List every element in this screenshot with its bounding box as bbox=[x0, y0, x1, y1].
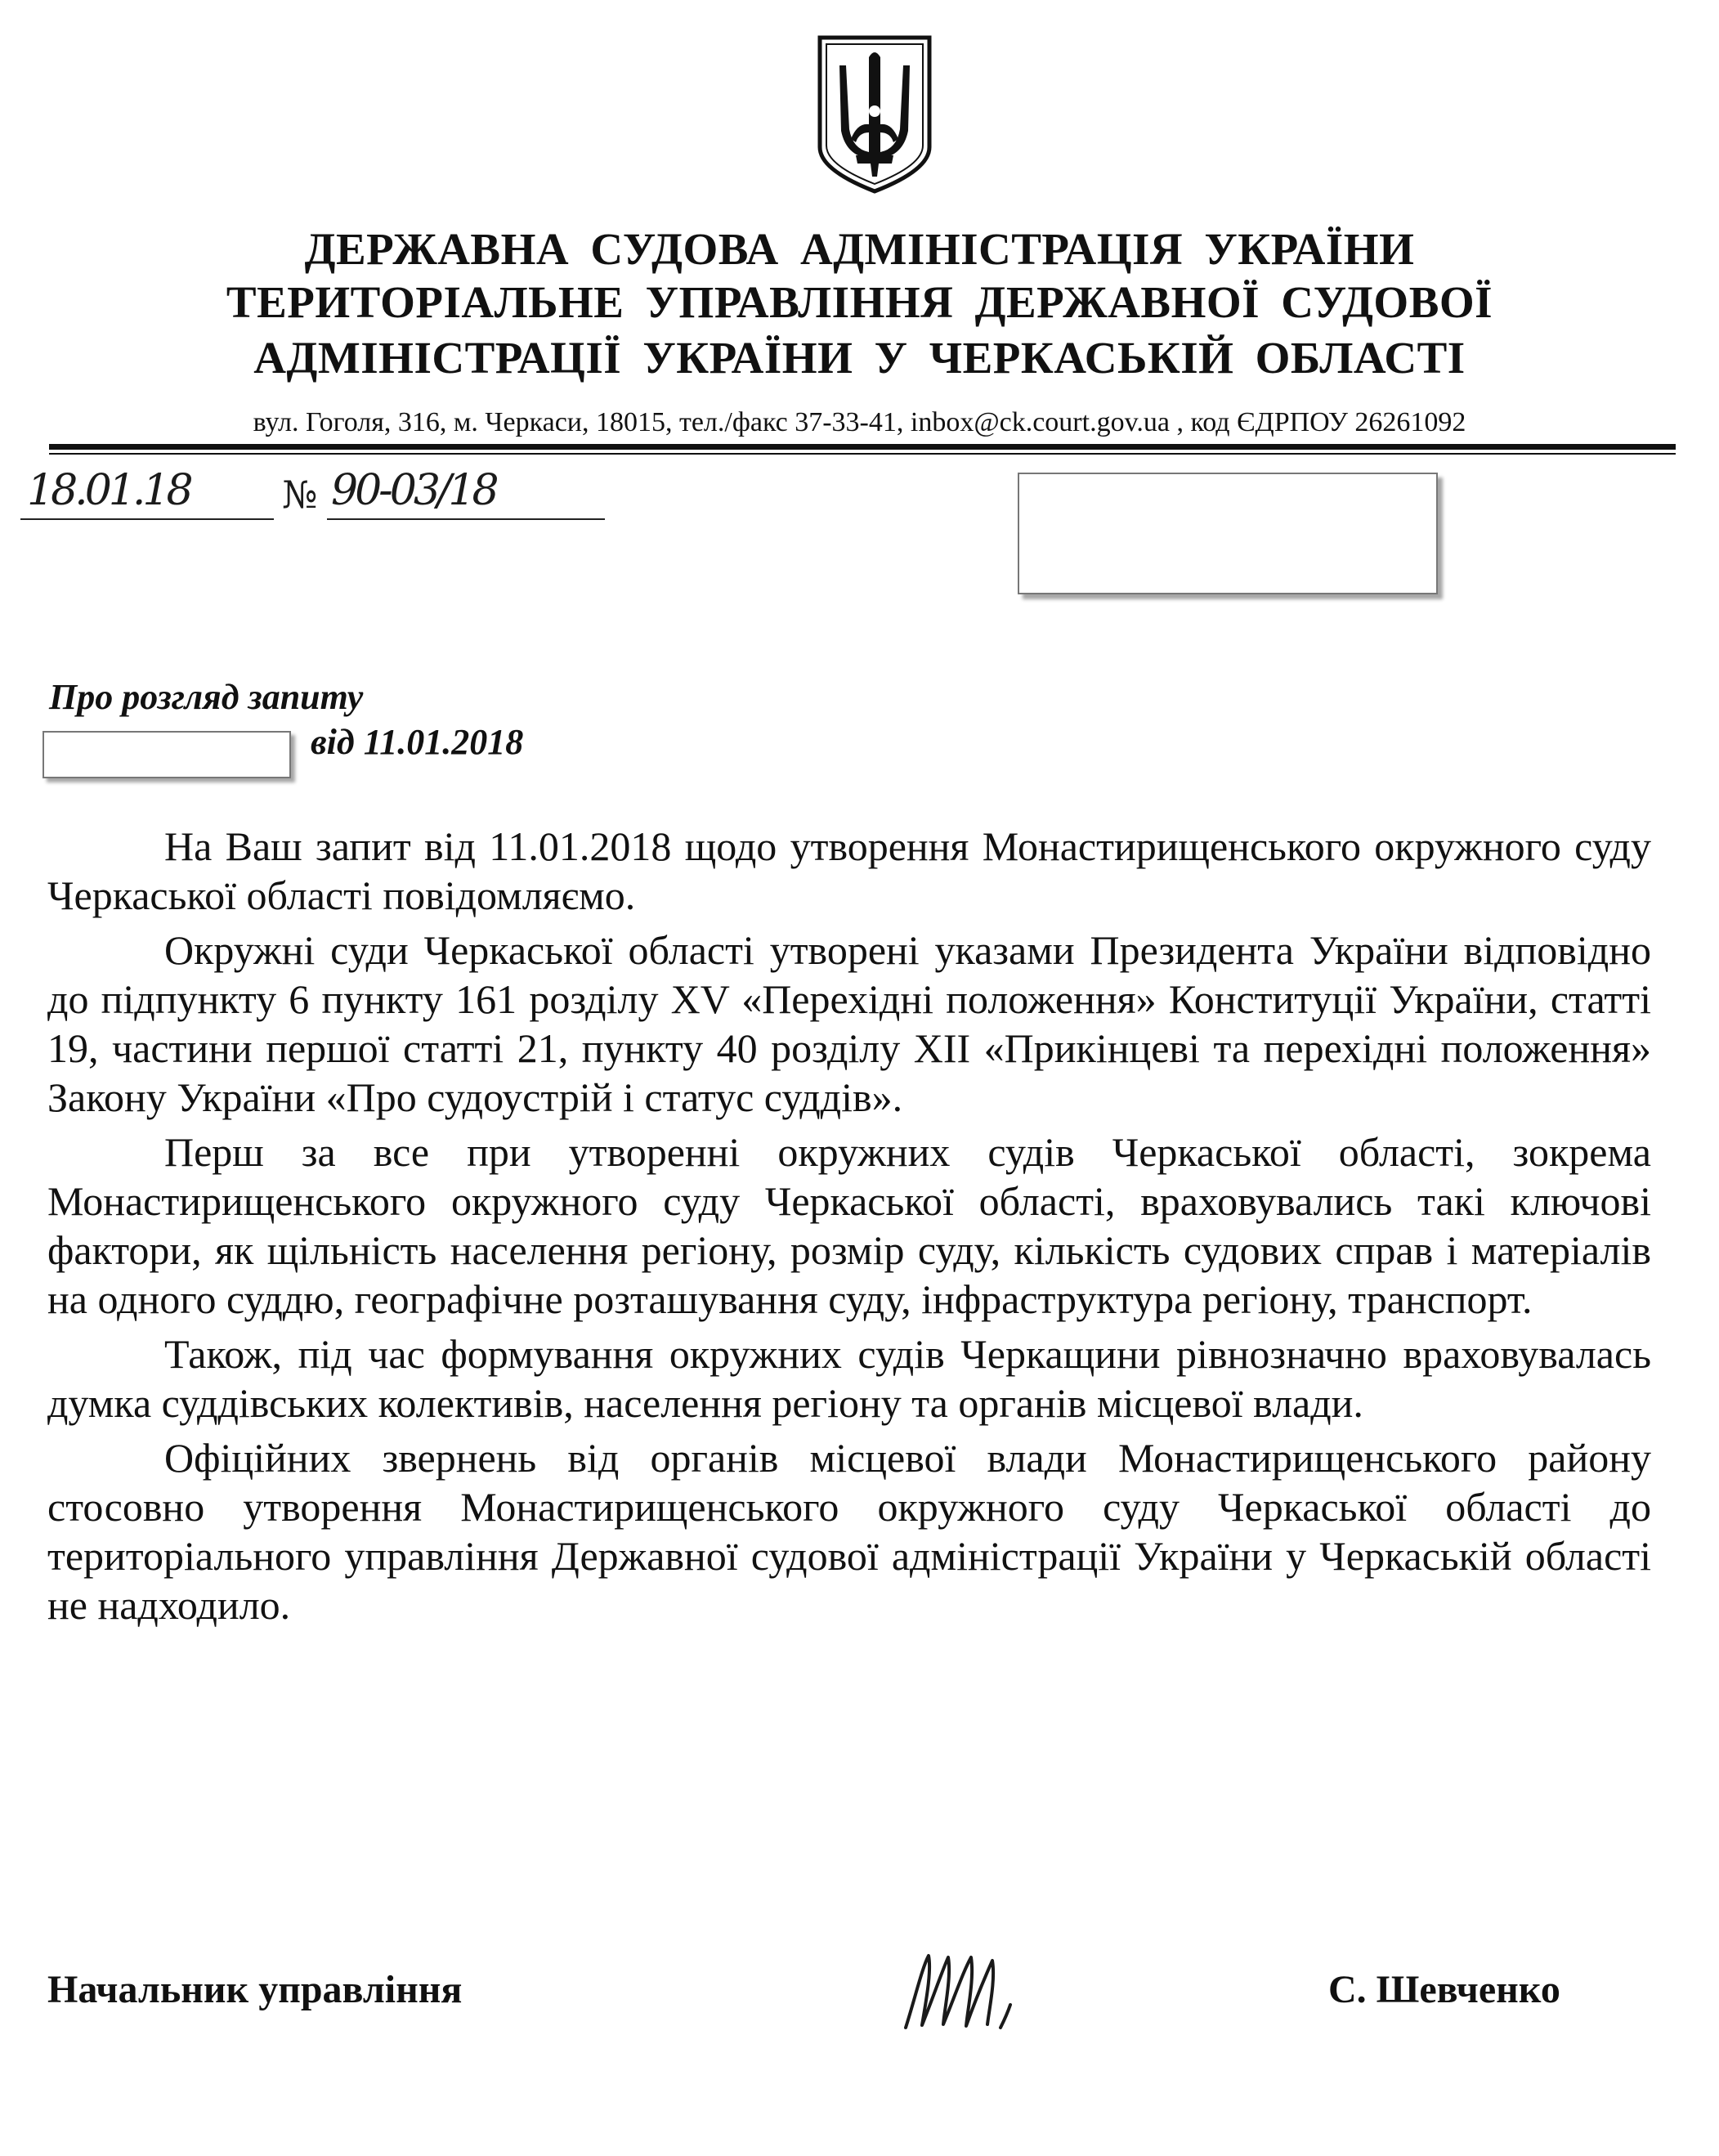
requester-redaction bbox=[43, 731, 291, 778]
body-paragraph: Офіційних звернень від органів місцевої влади Монастирищенського району стосовно утворення Монастирищенського окружного суду Черкаської області до територіального управління Державної судової адміністрації України у Черкаській області не надходило. bbox=[47, 1435, 1651, 1628]
header-line-3: АДМІНІСТРАЦІЇ УКРАЇНИ У ЧЕРКАСЬКІЙ ОБЛАСТІ bbox=[253, 333, 1466, 383]
coat-of-arms-icon bbox=[813, 33, 936, 196]
body-paragraph: На Ваш запит від 11.01.2018 щодо утворення Монастирищенського окружного суду Черкаської області повідомляємо. bbox=[47, 823, 1651, 918]
header-line-2: ТЕРИТОРІАЛЬНЕ УПРАВЛІННЯ ДЕРЖАВНОЇ СУДОВОЇ bbox=[226, 277, 1493, 327]
header-line-1: ДЕРЖАВНА СУДОВА АДМІНІСТРАЦІЯ УКРАЇНИ bbox=[304, 224, 1415, 274]
handwritten-signature bbox=[898, 1939, 1053, 2037]
outgoing-registration bbox=[20, 466, 625, 527]
body-paragraph: Перш за все при утворенні окружних судів Черкаської області, зокрема Монастирищенського окружного суду Черкаської області, враховувались такі ключові фактори, як щільність населення регіону, розмір суду, кількість судових справ і матеріалів на одного суддю, географічне розташування суду, інфраструктура регіону, транспорт. bbox=[47, 1129, 1651, 1322]
addressee-redaction bbox=[1018, 473, 1438, 594]
number-sign: № bbox=[282, 473, 318, 517]
subject-line-1: Про розгляд запиту bbox=[49, 677, 364, 717]
date-underline bbox=[20, 518, 274, 520]
letter-body bbox=[47, 822, 1651, 1635]
header-divider-thick bbox=[49, 444, 1676, 450]
header-divider-thin bbox=[49, 453, 1676, 455]
body-paragraph: Також, під час формування окружних судів Черкащини рівнозначно враховувалась думка суддівських колективів, населення регіону та органів місцевої влади. bbox=[47, 1331, 1651, 1426]
outgoing-date: 18.01.18 bbox=[27, 466, 190, 515]
number-underline bbox=[327, 518, 605, 520]
outgoing-number: 90-03/18 bbox=[331, 466, 496, 515]
subject-line-2: від 11.01.2018 bbox=[311, 722, 524, 762]
signer-name: С. Шевченко bbox=[1328, 1968, 1560, 2011]
body-paragraph: Окружні суди Черкаської області утворені указами Президента України відповідно до підпункту 6 пункту 161 розділу XV «Перехідні положення» Конституції України, статті 19, частини першої статті 21, пункту 40 розділу XII «Прикінцеві та перехідні положення» Закону України «Про судоустрій і статус суддів». bbox=[47, 927, 1651, 1120]
contacts-line: вул. Гоголя, 316, м. Черкаси, 18015, тел./факс 37-33-41, inbox@ck.court.gov.ua , код ЄДРПОУ 26261092 bbox=[253, 407, 1466, 437]
signatory-position: Начальник управління bbox=[47, 1968, 463, 2011]
